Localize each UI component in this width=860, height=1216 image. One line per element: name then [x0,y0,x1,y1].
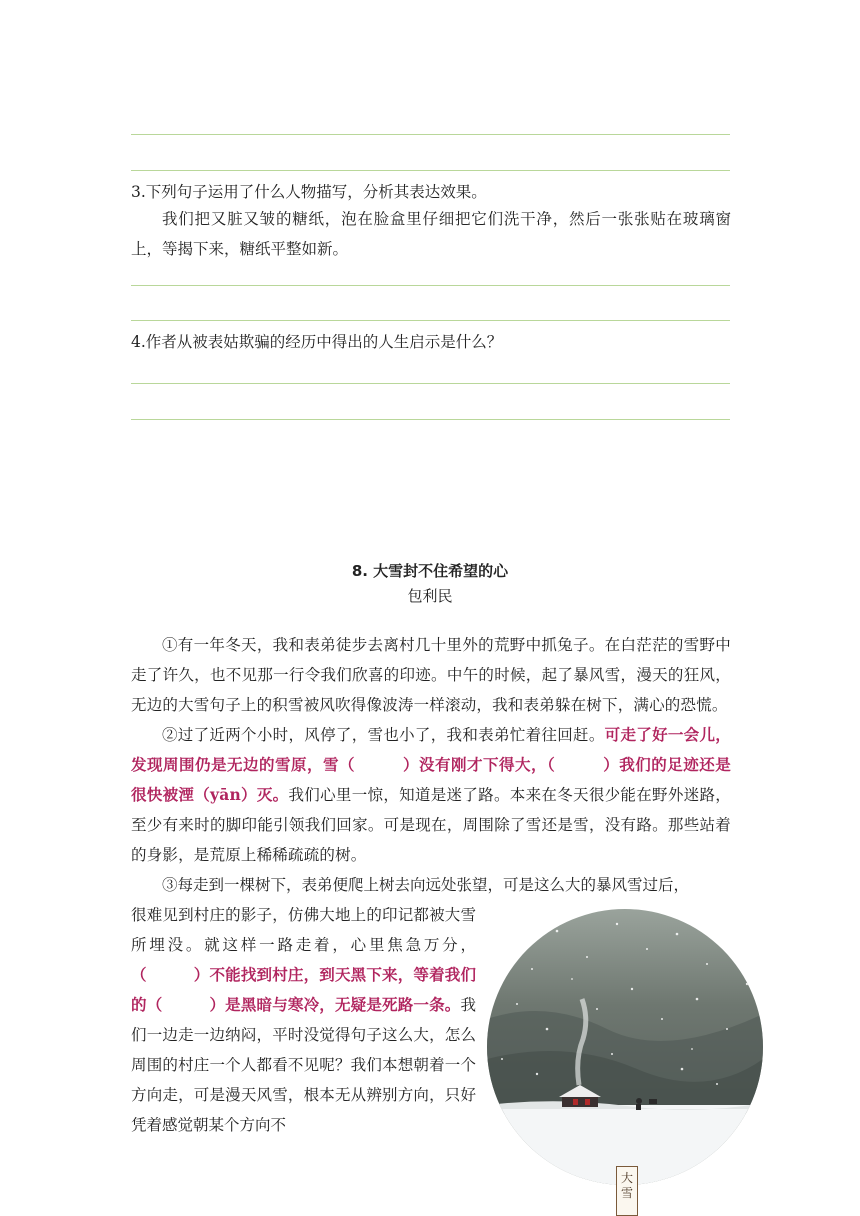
article-title: 8. 大雪封不住希望的心 [351,562,509,580]
paragraph-2-highlight: 可走了好一会儿，发现周围仍是无边的雪原，雪（ ）没有刚才下得大，（ ）我们的足迹还是很快被湮（yān）灭。 [131,725,731,804]
paragraph-1: ①有一年冬天，我和表弟徒步去离村几十里外的荒野中抓兔子。在白茫茫的雪野中走了许久，也不见那一行令我们欣喜的印迹。中午的时候，起了暴风雪，漫天的狂风，无边的大雪句子上的积雪被风吹得像波涛一样滚动，我和表弟躲在树下，满心的恐慌。 [131,636,731,714]
article-author: 包利民 [407,587,453,605]
paragraph-2-text-b: 我们心里一惊，知道是迷了路。本来在冬天很少能在野外迷路，至少有来时的脚印能引领我们回家。可是现在，周围除了雪还是雪，没有路。那些站着的身影，是荒原上稀稀疏疏的树。 [131,786,731,864]
answer-line [131,170,730,171]
answer-line [131,383,730,384]
paragraph-2 [131,720,731,870]
question-3-quote: 我们把又脏又皱的糖纸，泡在脸盒里仔细把它们洗干净，然后一张张贴在玻璃窗上，等揭下来，糖纸平整如新。 [131,210,731,258]
answer-line [131,419,730,420]
snow-scene-illustration [487,909,763,1185]
paragraph-3-body [131,900,476,1140]
answer-line [131,320,730,321]
answer-line [131,134,730,135]
snow-scene-image [487,909,763,1185]
paragraph-3-highlight: （ ）不能找到村庄，到天黑下来，等着我们的（ ）是黑暗与寒冷，无疑是死路一条。 [131,965,476,1014]
paragraph-2-text-a: ②过了近两个小时，风停了，雪也小了，我和表弟忙着往回赶。 [162,726,605,744]
question-4-label: 4.作者从被表姑欺骗的经历中得出的人生启示是什么？ [131,333,503,351]
seal-text: 大雪 [620,1171,633,1200]
seal-stamp [616,1166,638,1216]
paragraph-3-text-a: 很难见到村庄的影子，仿佛大地上的印记都被大雪所埋没。就这样一路走着，心里焦急万分， [131,906,476,954]
answer-line [131,285,730,286]
paragraph-3-text-b: 我们一边走一边纳闷，平时没觉得句子这么大，怎么周围的村庄一个人都看不见呢？我们本想朝着一个方向走，可是漫天风雪，根本无从辨别方向，只好凭着感觉朝某个方向不 [131,996,476,1134]
paragraph-3-first-line: ③每走到一棵树下，表弟便爬上树去向远处张望，可是这么大的暴风雪过后， [162,876,690,894]
question-3-label: 3.下列句子运用了什么人物描写，分析其表达效果。 [131,183,487,201]
